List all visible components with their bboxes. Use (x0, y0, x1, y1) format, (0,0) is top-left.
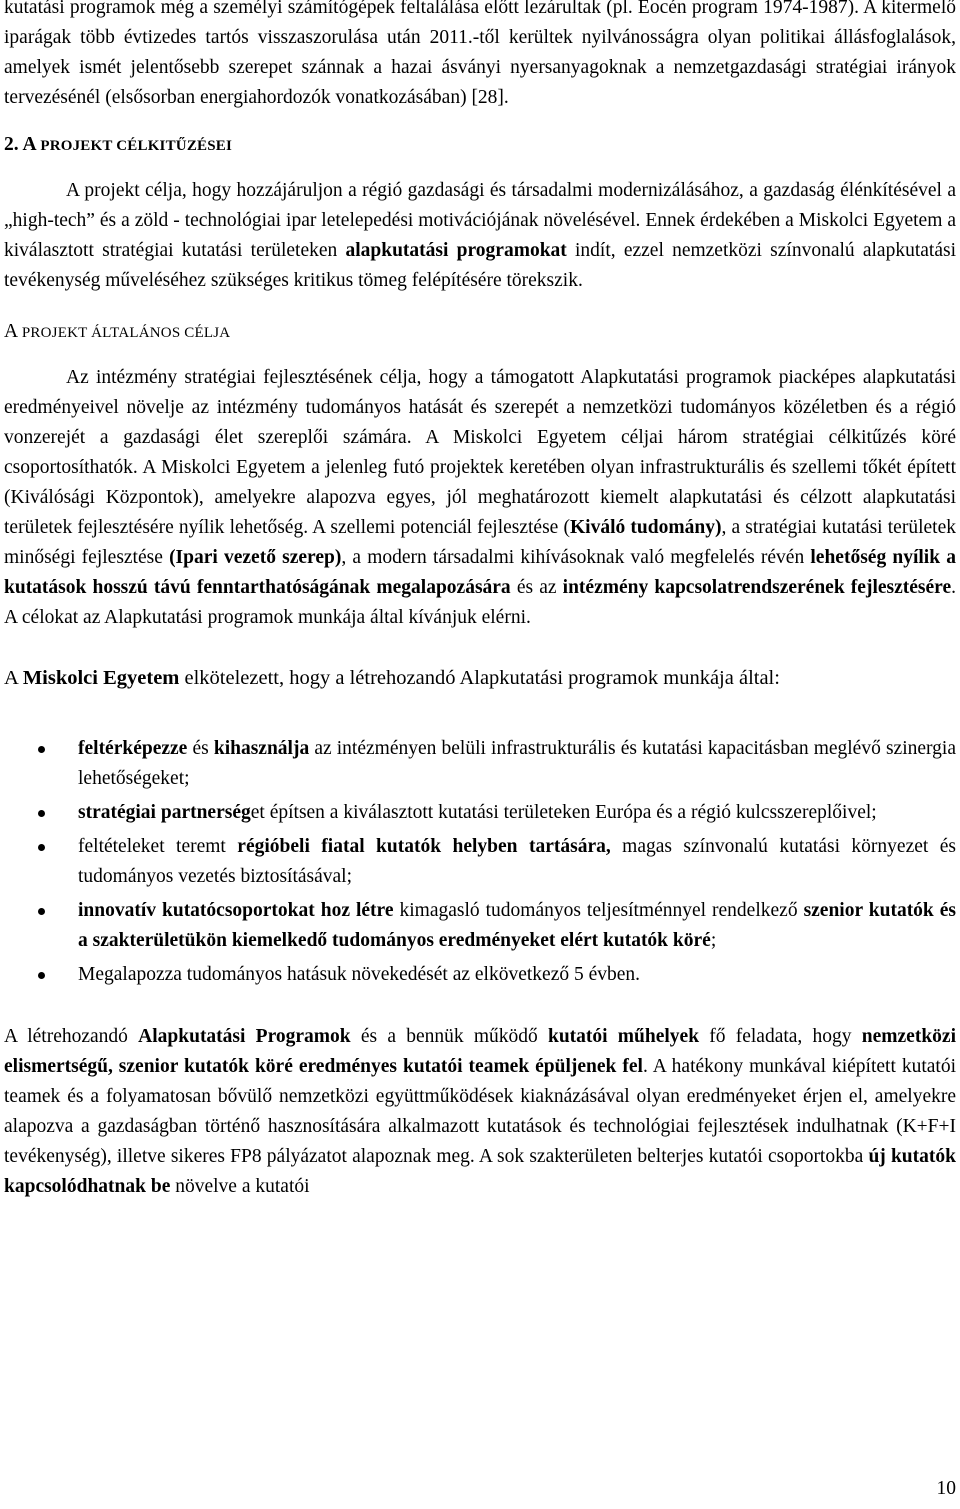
general-bold-4: intézmény kapcsolatrendszerének fejlesztésére (562, 577, 952, 598)
commitment-bold-1: Miskolci Egyetem (22, 667, 180, 689)
commitment-text-2: elkötelezett, hogy a létrehozandó Alapkutatási programok munkája által: (179, 667, 780, 689)
general-text-5: . A célokat az Alapkutatási programok munkája által kívánjuk elérni. (4, 577, 956, 628)
general-bold-3: lehetőség nyílik a kutatások hosszú távú fenntarthatóságának megalapozására (4, 547, 956, 598)
final-paragraph: A létrehozandó Alapkutatási Programok és a bennük működő kutatói műhelyek fő feladata, hogy nemzetközi elismertségű, szenior kutatók köré eredményes kutatói teamek épüljenek fel. A hatékony munkával kiépített kutatói teamek és a folyamatosan bővülő nemzetközi együttműködések kiaknázásával olyan eredményeket érjen el, amelyekre alapozva a gazdaságban történő hasznosítására alkalmazott kutatások és technológiai fejlesztések indulhatnak (K+F+I tevékenység), illetve sikeres FP8 pályázatot alapoznak meg. A sok szakterületen belterjes kutatói csoportokba új kutatók kapcsolódhatnak be növelve a kutatói (4, 1026, 956, 1197)
page-number: 10 (936, 1478, 956, 1499)
general-goal-paragraph (4, 363, 956, 633)
goals-text-2: indít, ezzel nemzetközi színvonalú alapkutatási tevékenység műveléséhez szükséges kritikus tömeg felépítésére törekszik. (4, 240, 956, 291)
list-item: feltételeket teremt régióbeli fiatal kutatók helyben tartására, magas színvonalú kutatási környezet és tudományos vezetés biztosításával; (4, 832, 956, 892)
list-item: innovatív kutatócsoportokat hoz létre kimagasló tudományos teljesítménnyel rendelkező szenior kutatók és a szakterületükön kiemelkedő tudományos eredményeket elért kutatók köré; (4, 896, 956, 956)
commitment-text-1: A (4, 667, 23, 689)
section-heading-goals (4, 131, 956, 160)
bullet-dot-icon (38, 746, 45, 753)
general-goal-initial: A (4, 321, 22, 342)
commitment-list (4, 734, 956, 990)
intro-paragraph: kutatási programok még a személyi számítógépek feltalálása előtt lezárultak (pl. Eocén program 1974-1987). A kitermelő iparágak több évtizedes tartós visszaszorulása után 2011.-től kerültek nyilvánosságra olyan politikai állásfoglalások, amelyek ismét jelentősebb szerepet szánnak a hazai ásványi nyersanyagoknak a nemzetgazdasági stratégiai irányok tervezésénél (elsősorban energiahordozók vonatkozásában) [28]. (4, 0, 956, 108)
bullet-dot-icon (38, 908, 45, 915)
section-number: 2. (4, 134, 23, 155)
general-bold-1: Kiváló tudomány) (570, 517, 722, 538)
goals-bold-1: alapkutatási programokat (345, 240, 567, 261)
section-title-initial: A (22, 134, 41, 155)
goals-text-1: A projekt célja, hogy hozzájáruljon a régió gazdasági és társadalmi modernizálásához, a gazdaság élénkítésével a „high-tech” és a zöld - technológiai ipar letelepedési motivációjának növelésével. Ennek érdekében a Miskolci Egyetem a kiválasztott stratégiai kutatási területeken (4, 180, 956, 261)
general-goal-rest: PROJEKT ÁLTALÁNOS CÉLJA (21, 325, 231, 341)
document-page (4, 0, 956, 1202)
bullet-dot-icon (38, 844, 45, 851)
commitment-paragraph (4, 663, 956, 694)
bullet-dot-icon (38, 810, 45, 817)
general-text-3: , a modern társadalmi kihívásoknak való megfelelés révén (341, 547, 811, 568)
list-item: stratégiai partnerséget építsen a kiválasztott kutatási területeken Európa és a régió kulcsszereplőivel; (4, 798, 956, 828)
goals-paragraph (4, 176, 956, 296)
list-item: Megalapozza tudományos hatásuk növekedését az elkövetkező 5 évben. (4, 960, 956, 990)
general-text-4: és az (510, 577, 563, 598)
general-text-2: , a stratégiai kutatási területek minőségi fejlesztése (4, 517, 956, 568)
list-item: feltérképezze és kihasználja az intézményen belüli infrastrukturális és kutatási kapacitásban meglévő szinergia lehetőségeket; (4, 734, 956, 794)
section-title-rest: PROJEKT CÉLKITŰZÉSEI (40, 138, 233, 154)
general-goal-heading (4, 318, 956, 347)
general-text-1: Az intézmény stratégiai fejlesztésének célja, hogy a támogatott Alapkutatási programok piacképes alapkutatási eredményeivel növelje az intézmény tudományos hatását és szerepét a nemzetközi tudományos közéletben és a régió vonzerejét a gazdasági élet szereplői számára. A Miskolci Egyetem céljai három stratégiai célkitűzés köré csoportosíthatók. A Miskolci Egyetem a jelenleg futó projektek keretében olyan infrastrukturális és szellemi tőkét épített (Kiválósági Központok), amelyekre alapozva egyes, jól meghatározott kiemelt alapkutatási és célzott alapkutatási területek fejlesztésére nyílik lehetőség. A szellemi potenciál fejlesztése ( (4, 367, 956, 538)
general-bold-2: (Ipari vezető szerep) (169, 547, 342, 568)
bullet-dot-icon (38, 972, 45, 979)
